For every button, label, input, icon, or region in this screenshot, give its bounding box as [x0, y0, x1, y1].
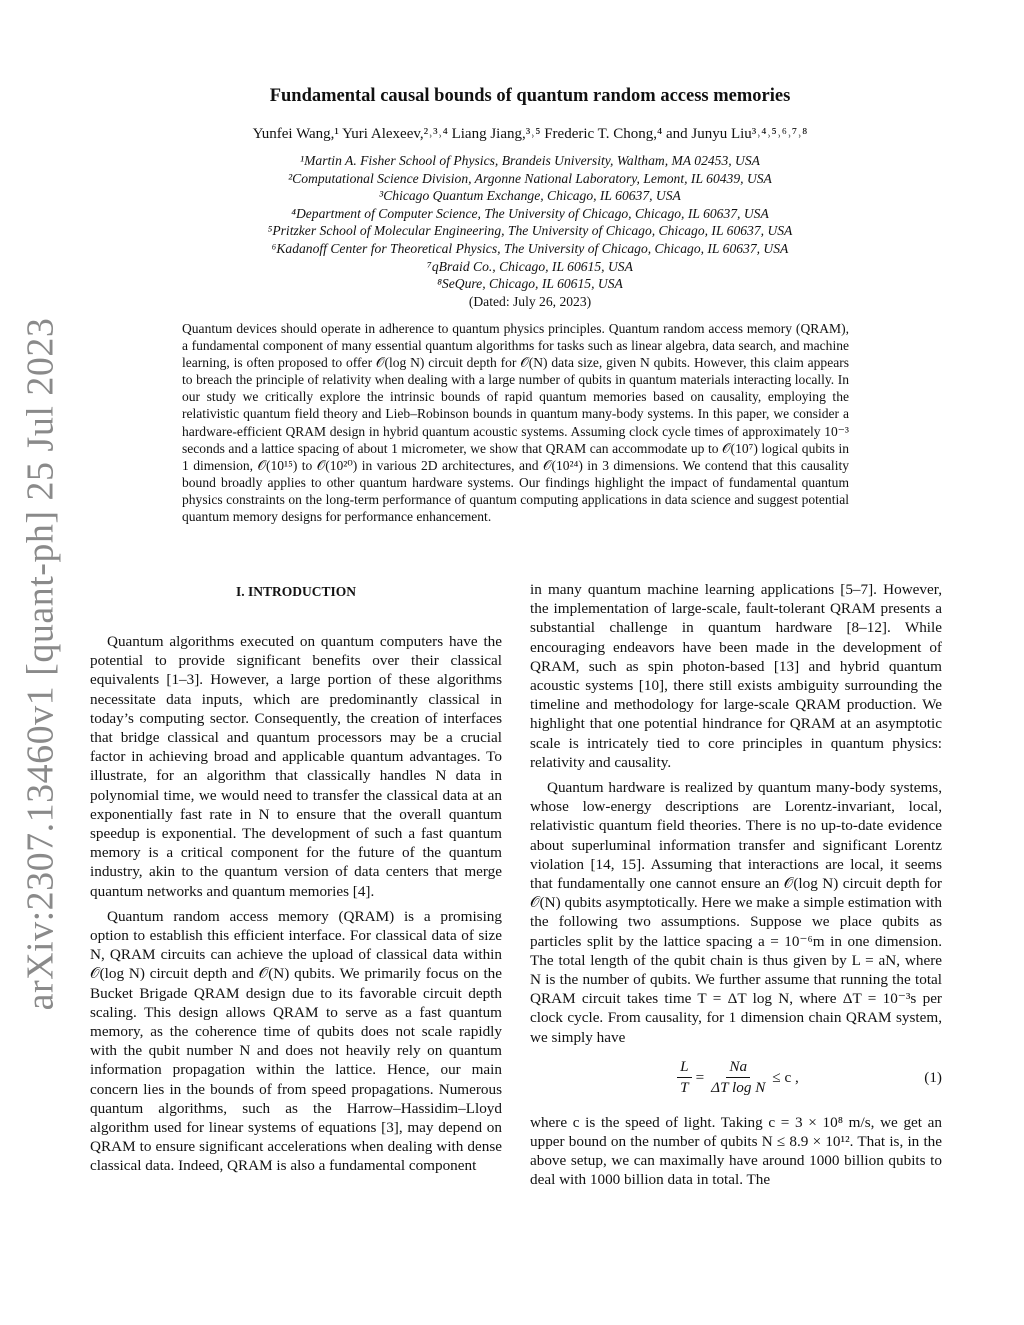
affiliation-2: ²Computational Science Division, Argonne National Laboratory, Lemont, IL 60439, USA — [288, 170, 772, 186]
equation-rhs-denominator: ΔT log N — [711, 1079, 766, 1097]
intro-paragraph-4: Quantum hardware is realized by quantum many-body systems, whose low-energy descriptions are Lorentz-invariant, local, relativistic quantum field theories. There is no up-to-date evidence about superluminal information transfer and significant Lorentz violation [14, 15]. Assuming that interactions are local, it seems that fundamentally one cannot ensure an 𝒪(log N) circuit depth for 𝒪(N) qubits asymptotically. Here we make a simple estimation with the following two assumptions. Suppose we place qubits as particles split by the lattice spacing a = 10⁻⁶m in one dimension. The total length of the qubit chain is thus given by L = aN, where N is the number of qubits. We further assume that running the total QRAM circuit takes time T = ΔT log N, where ΔT = 10⁻³s per clock cycle. From causality, for 1 dimension chain QRAM system, we simply have — [530, 779, 942, 1046]
equation-lhs-numerator: L — [677, 1057, 691, 1078]
equation-number: (1) — [924, 1068, 942, 1086]
intro-paragraph-1: Quantum algorithms executed on quantum computers have the potential to provide significant benefits over their classical equivalents [1–3]. However, a large portion of these algorithms necessitate data inputs, which are predominantly classical in today’s computing sector. Consequently, the creation of interfaces that bridge classical and quantum processors may be a crucial factor in achieving broad and applicable quantum advantages. To illustrate, for an algorithm that classically handles N data in polynomial time, we would need to transfer the classical data at an exponentially fast rate in N to ensure that the overall quantum speedup is exponential. The development of such a fast quantum memory is a critical component for the future of the quantum industry, akin to the quantum version of data centers that merge quantum networks and quantum memories [4]. — [90, 633, 502, 900]
section-heading-introduction: I. INTRODUCTION — [235, 584, 357, 599]
equation-1 — [530, 1053, 942, 1103]
intro-paragraph-3: in many quantum machine learning applications [5–7]. However, the implementation of large-scale, fault-tolerant QRAM presents a substantial challenge in quantum hardware [8–12]. While encouraging endeavors have been made in the development of QRAM, such as spin photon-based [13] and hybrid quantum acoustic systems [10], there still exists ambiguity surrounding the timeline and methodology for large-scale QRAM production. We highlight that one potential hindrance for QRAM at an asymptotic scale is intricately tied to core principles in quantum physics: relativity and causality. — [530, 581, 942, 771]
affiliation-7: ⁷qBraid Co., Chicago, IL 60615, USA — [427, 258, 633, 274]
abstract-text: Quantum devices should operate in adherence to quantum physics principles. Quantum random access memory (QRAM), a fundamental component of many essential quantum algorithms for tasks such as linear algebra, data search, and machine learning, is often proposed to offer 𝒪(log N) circuit depth for 𝒪(N) data size, given N qubits. However, this claim appears to breach the principle of relativity when dealing with a large number of qubits in quantum materials interacting locally. In our study we critically explore the intrinsic bounds of rapid quantum memories based on causality, employing the relativistic quantum field theory and Lieb–Robinson bounds in quantum many-body systems. In this paper, we consider a hardware-efficient QRAM design in hybrid quantum acoustic systems. Assuming clock cycle times of approximately 10⁻³ seconds and a lattice spacing of about 1 micrometer, we show that QRAM can accommodate up to 𝒪(10⁷) logical qubits in 1 dimension, 𝒪(10¹⁵) to 𝒪(10²⁰) in various 2D architectures, and 𝒪(10²⁴) in 3 dimensions. We contend that this causality bound broadly applies to other quantum hardware systems. Our findings highlight the impact of fundamental quantum physics constraints on the long-term performance of quantum computing applications in data science and suggest potential quantum memory designs for performance enhancement. — [182, 321, 849, 525]
equation-lhs-denominator: T — [680, 1079, 689, 1097]
equation-lhs-fraction — [677, 1057, 691, 1098]
abstract — [182, 320, 849, 525]
intro-paragraph-5: where c is the speed of light. Taking c = 3 × 10⁸ m/s, we get an upper bound on the number of qubits N ≤ 8.9 × 10¹². That is, in the above setup, we can maximally have around 1000 billion qubits to deal with 1000 billion data in total. The — [530, 1113, 942, 1189]
affiliation-8: ⁸SeQure, Chicago, IL 60615, USA — [437, 276, 623, 292]
affiliation-6: ⁶Kadanoff Center for Theoretical Physics, The University of Chicago, Chicago, IL 60637, USA — [271, 240, 789, 256]
affiliations — [90, 152, 970, 293]
equation-rhs-fraction — [708, 1057, 768, 1098]
affiliation-5: ⁵Pritzker School of Molecular Engineering, The University of Chicago, Chicago, IL 60637, USA — [267, 223, 793, 239]
affiliation-4: ⁴Department of Computer Science, The University of Chicago, Chicago, IL 60637, USA — [291, 205, 769, 221]
equals-sign: = — [695, 1068, 705, 1086]
date-line: (Dated: July 26, 2023) — [468, 294, 592, 309]
author-list: Yunfei Wang,¹ Yuri Alexeev,²˒³˒⁴ Liang Jiang,³˒⁵ Frederic T. Chong,⁴ and Junyu Liu³˒⁴˒⁵˒⁶˒⁷˒⁸ — [252, 126, 808, 142]
arxiv-identifier: arXiv:2307.13460v1 [quant-ph] 25 Jul 2023 — [19, 317, 61, 1011]
intro-paragraph-2: Quantum random access memory (QRAM) is a promising option to establish this efficient interface. For classical data of size N, QRAM circuits can achieve the upload of classical data within 𝒪(log N) circuit depth and 𝒪(N) qubits. We primarily focus on the Bucket Brigade QRAM design due to its favorable circuit depth scaling. This design allows QRAM to serve as a fast quantum memory, as the coherence time of qubits does not scale rapidly with the qubit number N and does not heavily rely on quantum information propagation within the lattice. Hence, our main concern lies in the bounds of from speed propagations. Numerous quantum algorithms, such as the Harrow–Hassidim–Lloyd algorithm used for linear systems of equations [3], may depend on QRAM to ensure significant accelerations when dealing with dense classical data. Indeed, QRAM is also a fundamental component — [90, 907, 502, 1175]
equation-rhs-numerator: Na — [726, 1057, 750, 1078]
right-column — [530, 580, 942, 1196]
paper-title: Fundamental causal bounds of quantum random access memories — [269, 86, 791, 106]
arxiv-sidebar — [4, 317, 76, 1011]
equation-tail: ≤ c , — [772, 1068, 799, 1086]
affiliation-3: ³Chicago Quantum Exchange, Chicago, IL 60637, USA — [379, 188, 681, 204]
left-column — [90, 578, 502, 1182]
affiliation-1: ¹Martin A. Fisher School of Physics, Brandeis University, Waltham, MA 02453, USA — [300, 153, 760, 168]
